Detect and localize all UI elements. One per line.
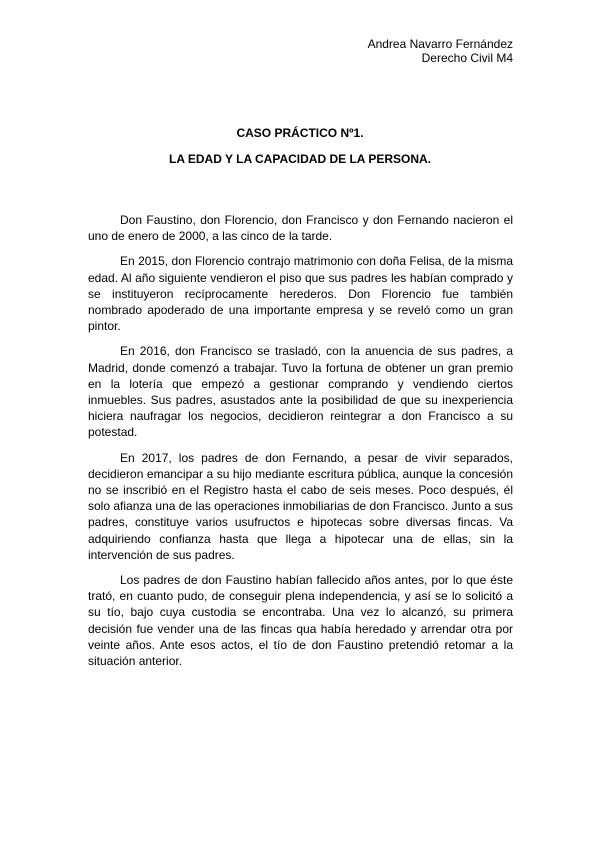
paragraph-2: En 2015, don Florencio contrajo matrimonio con doña Felisa, de la misma edad. Al año siguiente vendieron el piso que sus padres les habían comprado y se instituyeron recíprocamente herederos. Don Florencio fue también nombrado apoderado de una importante empresa y se reveló como un gran pintor. [88,254,513,334]
paragraph-1: Don Faustino, don Florencio, don Francisco y don Fernando nacieron el uno de enero de 2000, a las cinco de la tarde. [88,213,513,244]
document-header [368,37,513,65]
title-line-1: CASO PRÁCTICO Nº1. [236,126,364,140]
course-name: Derecho Civil M4 [421,51,513,65]
paragraph-4: En 2017, los padres de don Fernando, a pesar de vivir separados, decidieron emancipar a su hijo mediante escritura pública, aunque la concesión no se inscribió en el Registro hasta el cabo de seis meses. Poco después, él solo afianza una de las operaciones inmobiliarias de don Francisco. Junto a sus padres, constituye varios usufructos e hipotecas sobre diversas fincas. Va adquiriendo confianza hasta que llega a hipotecar una de ellas, sin la intervención de sus padres. [88,450,513,562]
author-name: Andrea Navarro Fernández [367,37,513,51]
document-title [0,126,600,166]
paragraph-5: Los padres de don Faustino habían fallecido años antes, por lo que éste trató, en cuanto pudo, de conseguir plena independencia, y así se lo solicitó a su tío, bajo cuya custodia se encontraba. Una vez lo alcanzó, su primera decisión fue vender una de las fincas qua había heredado y arrendar otra por veinte años. Ante esos actos, el tío de don Faustino pretendió retomar a la situación anterior. [88,573,513,669]
title-line-2: LA EDAD Y LA CAPACIDAD DE LA PERSONA. [168,152,432,166]
paragraph-3: En 2016, don Francisco se trasladó, con la anuencia de sus padres, a Madrid, donde comenzó a trabajar. Tuvo la fortuna de obtener un gran premio en la lotería que empezó a gestionar comprando y vendiendo ciertos inmuebles. Sus padres, asustados ante la posibilidad de que su inexperiencia hiciera naufragar los negocios, decidieron reintegrar a don Francisco a su potestad. [88,344,513,440]
document-body [88,212,513,678]
